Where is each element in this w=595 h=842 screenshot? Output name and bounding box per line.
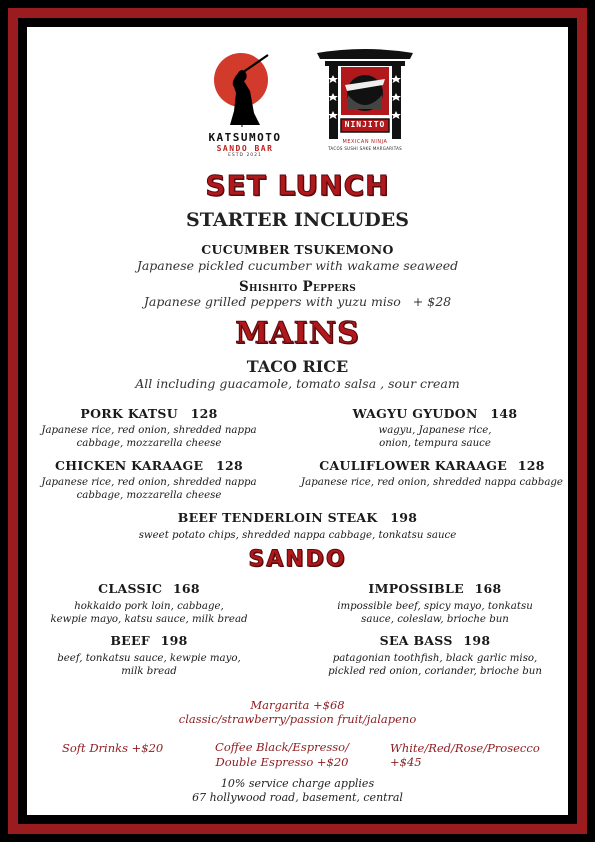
sando-item-desc: pickled red onion, coriander, brioche bun	[328, 666, 542, 677]
sando-item-desc: patagonian toothfish, black garlic miso,	[332, 653, 538, 664]
sando-item-desc: milk bread	[121, 666, 177, 677]
margarita-line: Margarita +$68	[250, 698, 345, 712]
ninjito-logo	[315, 47, 415, 159]
main-item-desc: wagyu, Japanese rice,	[378, 425, 492, 436]
sando-item-price: 168	[474, 581, 502, 596]
main-item-name: WAGYU GYUDON	[352, 406, 478, 421]
main-item-desc: sweet potato chips, shredded nappa cabbage, tonkatsu sauce	[138, 530, 457, 541]
katsumoto-sub: SANDO BAR	[216, 144, 274, 153]
katsumoto-estd: ESTD 2021	[228, 153, 262, 158]
sando-title: SANDO	[248, 547, 347, 572]
katsumoto-logo	[190, 45, 300, 157]
service-charge-note: 10% service charge applies	[220, 777, 375, 790]
main-item-price: 198	[390, 510, 418, 525]
address: 67 hollywood road, basement, central	[192, 791, 403, 804]
main-item-name: CHICKEN KARAAGE	[55, 458, 204, 473]
set-lunch-title: SET LUNCH	[205, 169, 390, 202]
main-item-pork-katsu	[27, 406, 271, 450]
sando-item-price: 198	[160, 633, 188, 648]
sando-item-desc: hokkaido pork loin, cabbage,	[74, 601, 224, 612]
main-item-desc: Japanese rice, red onion, shredded nappa cabbage	[301, 477, 563, 488]
main-item-price: 148	[490, 406, 518, 421]
main-item-desc: onion, tempura sauce	[379, 438, 491, 449]
sando-item-sea-bass	[313, 633, 557, 678]
sando-item-beef	[27, 633, 271, 678]
main-item-desc: Japanese rice, red onion, shredded nappa	[41, 425, 257, 436]
main-item-desc: cabbage, mozzarella cheese	[76, 490, 222, 501]
main-item-price: 128	[190, 406, 218, 421]
sando-item-desc: sauce, coleslaw, brioche bun	[361, 614, 509, 625]
katsumoto-name: KATSUMOTO	[208, 131, 282, 144]
main-item-name: PORK KATSU	[80, 406, 178, 421]
main-item-price: 128	[517, 458, 545, 473]
main-item-desc: Japanese rice, red onion, shredded nappa	[41, 477, 257, 488]
soft-drinks: Soft Drinks +$20	[62, 741, 164, 755]
main-item-beef-tenderloin	[27, 510, 568, 542]
sando-item-desc: beef, tonkatsu sauce, kewpie mayo,	[57, 653, 241, 664]
coffee-line-2: Double Espresso +$20	[215, 755, 349, 769]
ninjito-tagline: TACOS SUSHI SAKE MARGARITAS	[327, 146, 403, 151]
menu-page	[27, 27, 568, 815]
sando-item-name: IMPOSSIBLE	[368, 581, 464, 596]
coffee-drinks	[207, 740, 357, 770]
wine-drinks: White/Red/Rose/Prosecco +$45	[390, 741, 540, 769]
main-item-cauliflower-karaage	[297, 458, 567, 489]
sando-item-classic	[27, 581, 271, 626]
ninjito-sub: MEXICAN NINJA	[342, 139, 388, 145]
starter-2-name: Shishito Peppers	[238, 279, 357, 295]
sando-item-price: 168	[172, 581, 200, 596]
sando-item-price: 198	[463, 633, 491, 648]
starter-1-desc: Japanese pickled cucumber with wakame seaweed	[136, 258, 459, 273]
sando-item-name: CLASSIC	[98, 581, 163, 596]
taco-rice-desc: All including guacamole, tomato salsa , sour cream	[135, 376, 460, 391]
main-item-name: CAULIFLOWER KARAAGE	[319, 458, 508, 473]
margarita-flavours: classic/strawberry/passion fruit/jalapeno	[178, 712, 417, 726]
starter-includes-heading: STARTER INCLUDES	[186, 209, 409, 231]
sando-item-impossible	[313, 581, 557, 626]
sando-item-name: SEA BASS	[379, 633, 453, 648]
starter-2-line	[27, 294, 568, 309]
ninjito-name: NINJITO	[344, 120, 386, 129]
main-item-chicken-karaage	[27, 458, 271, 502]
main-item-price: 128	[215, 458, 243, 473]
sando-item-desc: impossible beef, spicy mayo, tonkatsu	[337, 601, 533, 612]
main-item-name: BEEF TENDERLOIN STEAK	[177, 510, 378, 525]
starter-2-price: + $28	[412, 294, 452, 309]
samurai-sun-icon	[190, 45, 300, 127]
sando-item-name: BEEF	[110, 633, 151, 648]
starter-2-desc: Japanese grilled peppers with yuzu miso	[143, 294, 401, 309]
taco-rice-heading: TACO RICE	[246, 357, 349, 376]
sando-item-desc: kewpie mayo, katsu sauce, milk bread	[50, 614, 248, 625]
mains-title: MAINS	[235, 316, 360, 351]
main-item-wagyu-gyudon	[313, 406, 557, 450]
coffee-line-1: Coffee Black/Espresso/	[215, 740, 349, 754]
main-item-desc: cabbage, mozzarella cheese	[76, 438, 222, 449]
starter-1-name: CUCUMBER TSUKEMONO	[201, 242, 394, 257]
